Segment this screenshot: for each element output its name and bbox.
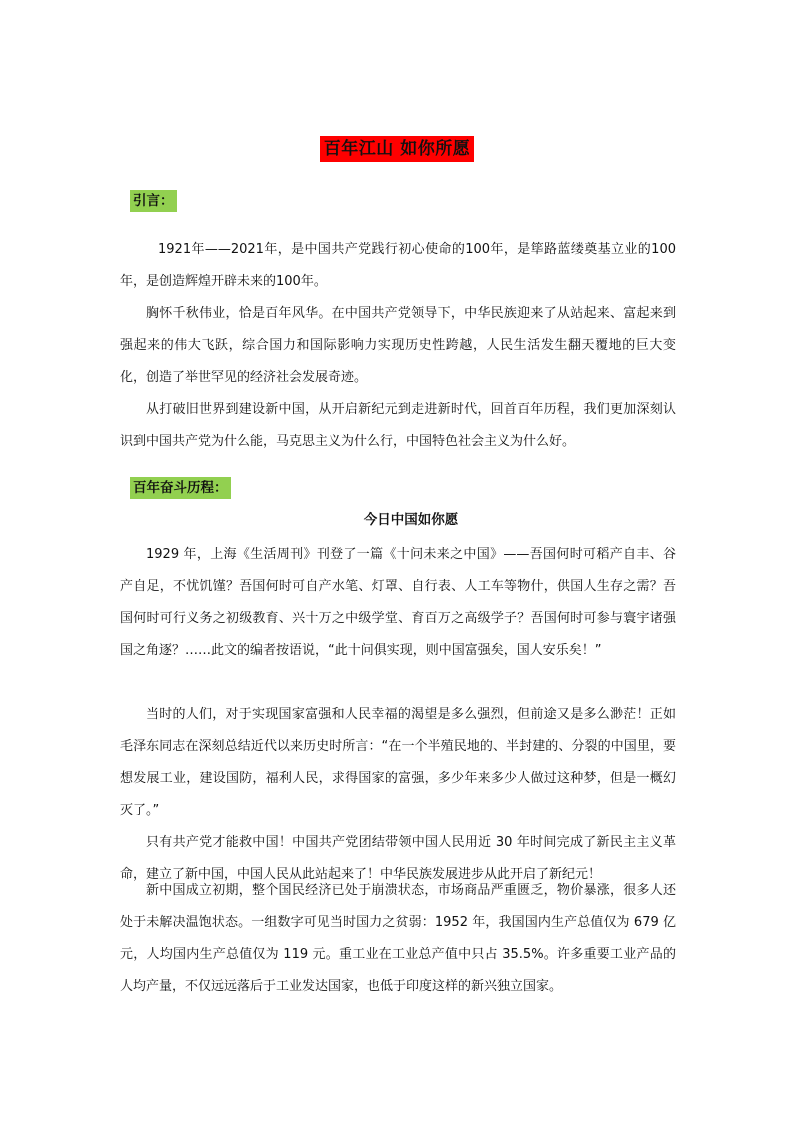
history-paragraph: 当时的人们，对于实现国家富强和人民幸福的渴望是多么强烈，但前途又是多么渺茫！正如毛泽东同志在深刻总结近代以来历史时所言：“在一个半殖民地的、半封建的、分裂的中国里，要想发展工业，建设国防，福利人民，求得国家的富强，多少年来多少人做过这种梦，但是一概幻灭了。” [120,707,676,818]
title-container [0,136,794,162]
history-paragraph: 1929 年，上海《生活周刊》刊登了一篇《十问未来之中国》——吾国何时可稻产自丰、谷产自足，不忧饥馑？吾国何时可自产水笔、灯罩、自行表、人工车等物什，供国人生存之需？吾国何时可行义务之初级教育、兴十万之中级学堂、育百万之高级学子？吾国何时可参与寰宇诸强国之角逐？……此文的编者按语说，“此十问俱实现，则中国富强矣，国人安乐矣！” [120,547,676,658]
intro-paragraph: 1921年——2021年，是中国共产党践行初心使命的100年，是筚路蓝缕奠基立业的100年，是创造辉煌开辟未来的100年。 [120,242,676,289]
intro-paragraph: 从打破旧世界到建设新中国，从开启新纪元到走进新时代，回首百年历程，我们更加深刻认识到中国共产党为什么能，马克思主义为什么行，中国特色社会主义为什么好。 [120,402,676,449]
intro-paragraph: 胸怀千秋伟业，恰是百年风华。在中国共产党领导下，中华民族迎来了从站起来、富起来到强起来的伟大飞跃，综合国力和国际影响力实现历史性跨越，人民生活发生翻天覆地的巨大变化，创造了举世罕见的经济社会发展奇迹。 [120,306,676,385]
history-paragraph: 只有共产党才能救中国！中国共产党团结带领中国人民用近 30 年时间完成了新民主主义革命，建立了新中国，中国人民从此站起来了！中华民族发展进步从此开启了新纪元！ [120,835,676,882]
history-heading: 今日中国如你愿 [363,512,459,528]
history-section-tag: 百年奋斗历程： [130,477,231,499]
intro-section-tag: 引言： [130,190,177,212]
history-paragraph: 新中国成立初期，整个国民经济已处于崩溃状态，市场商品严重匮乏，物价暴涨，很多人还处于未解决温饱状态。一组数字可见当时国力之贫弱：1952 年，我国国内生产总值仅为 679 亿元，人均国内生产总值仅为 119 元。重工业在工业总产值中只占 35.5%。许多重要工业产品的人均产量，不仅远远落后于工业发达国家，也低于印度这样的新兴独立国家。 [120,883,676,994]
document-title: 百年江山 如你所愿 [320,136,474,162]
